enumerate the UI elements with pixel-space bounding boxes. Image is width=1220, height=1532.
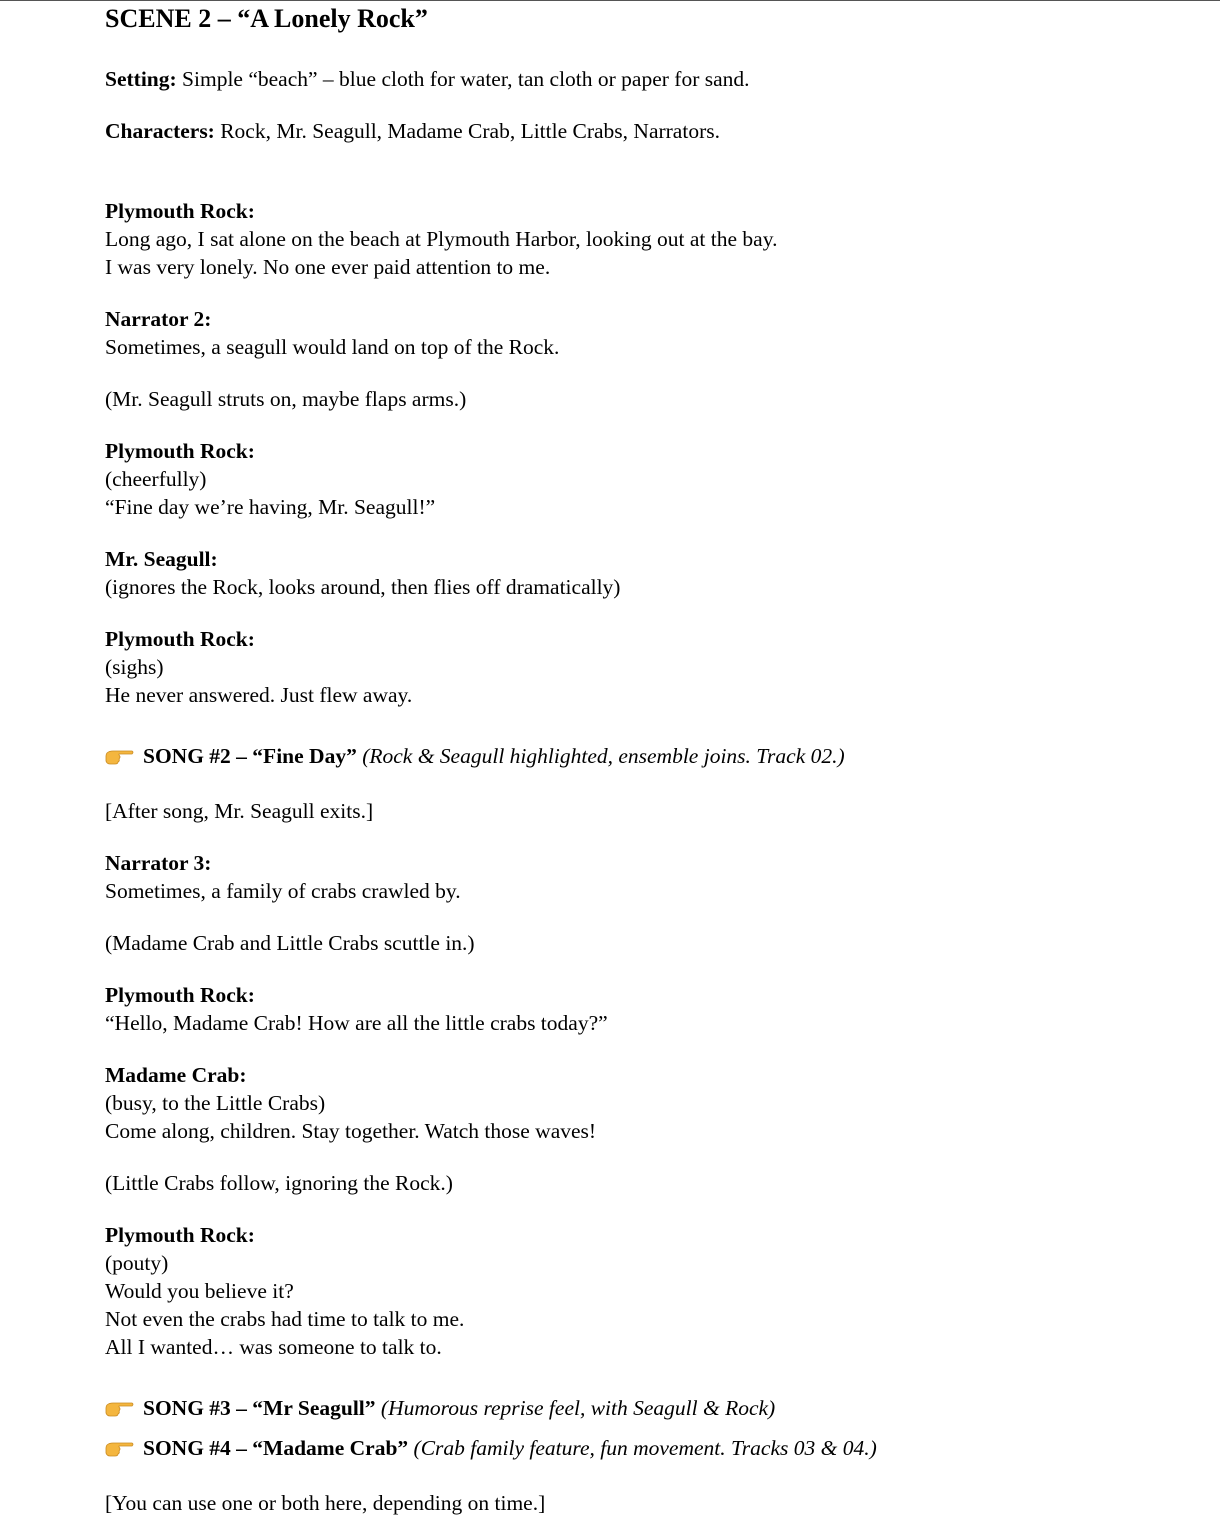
stage-direction: (Madame Crab and Little Crabs scuttle in.) (105, 931, 475, 955)
characters-label: Characters: (105, 119, 215, 143)
dialogue-line: Not even the crabs had time to talk to me. (105, 1307, 465, 1331)
speaker-label: Plymouth Rock: (105, 627, 255, 651)
song-note: (Crab family feature, fun movement. Tracks 03 & 04.) (408, 1436, 877, 1460)
dialogue-line: Long ago, I sat alone on the beach at Plymouth Harbor, looking out at the bay. (105, 227, 778, 251)
song-cue (105, 742, 845, 770)
speaker-label: Madame Crab: (105, 1063, 247, 1087)
dialogue-line: I was very lonely. No one ever paid attention to me. (105, 255, 551, 279)
setting-text: Simple “beach” – blue cloth for water, tan cloth or paper for sand. (176, 67, 750, 91)
speaker-label: Plymouth Rock: (105, 439, 255, 463)
scene-title: SCENE 2 – “A Lonely Rock” (105, 4, 428, 33)
characters-text: Rock, Mr. Seagull, Madame Crab, Little Crabs, Narrators. (214, 119, 720, 143)
song-cue (105, 1434, 877, 1462)
dialogue-line: (cheerfully) (105, 467, 207, 491)
top-border (0, 0, 1220, 1)
speaker-label: Narrator 3: (105, 851, 212, 875)
stage-direction: [After song, Mr. Seagull exits.] (105, 799, 374, 823)
characters-line (105, 117, 720, 145)
dialogue-line: Come along, children. Stay together. Watch those waves! (105, 1119, 597, 1143)
dialogue-line: Would you believe it? (105, 1279, 294, 1303)
dialogue-line: (ignores the Rock, looks around, then flies off dramatically) (105, 575, 621, 599)
speaker-label: Plymouth Rock: (105, 983, 255, 1007)
dialogue-line: All I wanted… was someone to talk to. (105, 1335, 442, 1359)
stage-direction: [You can use one or both here, depending on time.] (105, 1491, 546, 1515)
stage-direction: (Little Crabs follow, ignoring the Rock.) (105, 1171, 453, 1195)
dialogue-line: (busy, to the Little Crabs) (105, 1091, 326, 1115)
setting-line (105, 65, 750, 93)
song-title: SONG #3 – “Mr Seagull” (143, 1396, 376, 1420)
pointing-hand-right-icon (105, 747, 135, 765)
speaker-label: Narrator 2: (105, 307, 212, 331)
stage-direction: (Mr. Seagull struts on, maybe flaps arms.) (105, 387, 467, 411)
setting-label: Setting: (105, 67, 177, 91)
speaker-label: Plymouth Rock: (105, 199, 255, 223)
song-cue (105, 1394, 775, 1422)
pointing-hand-right-icon (105, 1399, 135, 1417)
dialogue-line: Sometimes, a family of crabs crawled by. (105, 879, 461, 903)
dialogue-line: “Hello, Madame Crab! How are all the little crabs today?” (105, 1011, 608, 1035)
song-note: (Rock & Seagull highlighted, ensemble joins. Track 02.) (356, 744, 845, 768)
dialogue-line: He never answered. Just flew away. (105, 683, 413, 707)
song-title: SONG #2 – “Fine Day” (143, 744, 357, 768)
speaker-label: Mr. Seagull: (105, 547, 218, 571)
pointing-hand-right-icon (105, 1439, 135, 1457)
dialogue-line: (sighs) (105, 655, 164, 679)
dialogue-line: Sometimes, a seagull would land on top of the Rock. (105, 335, 560, 359)
song-note: (Humorous reprise feel, with Seagull & Rock) (375, 1396, 776, 1420)
dialogue-line: (pouty) (105, 1251, 169, 1275)
song-title: SONG #4 – “Madame Crab” (143, 1436, 409, 1460)
dialogue-line: “Fine day we’re having, Mr. Seagull!” (105, 495, 436, 519)
speaker-label: Plymouth Rock: (105, 1223, 255, 1247)
